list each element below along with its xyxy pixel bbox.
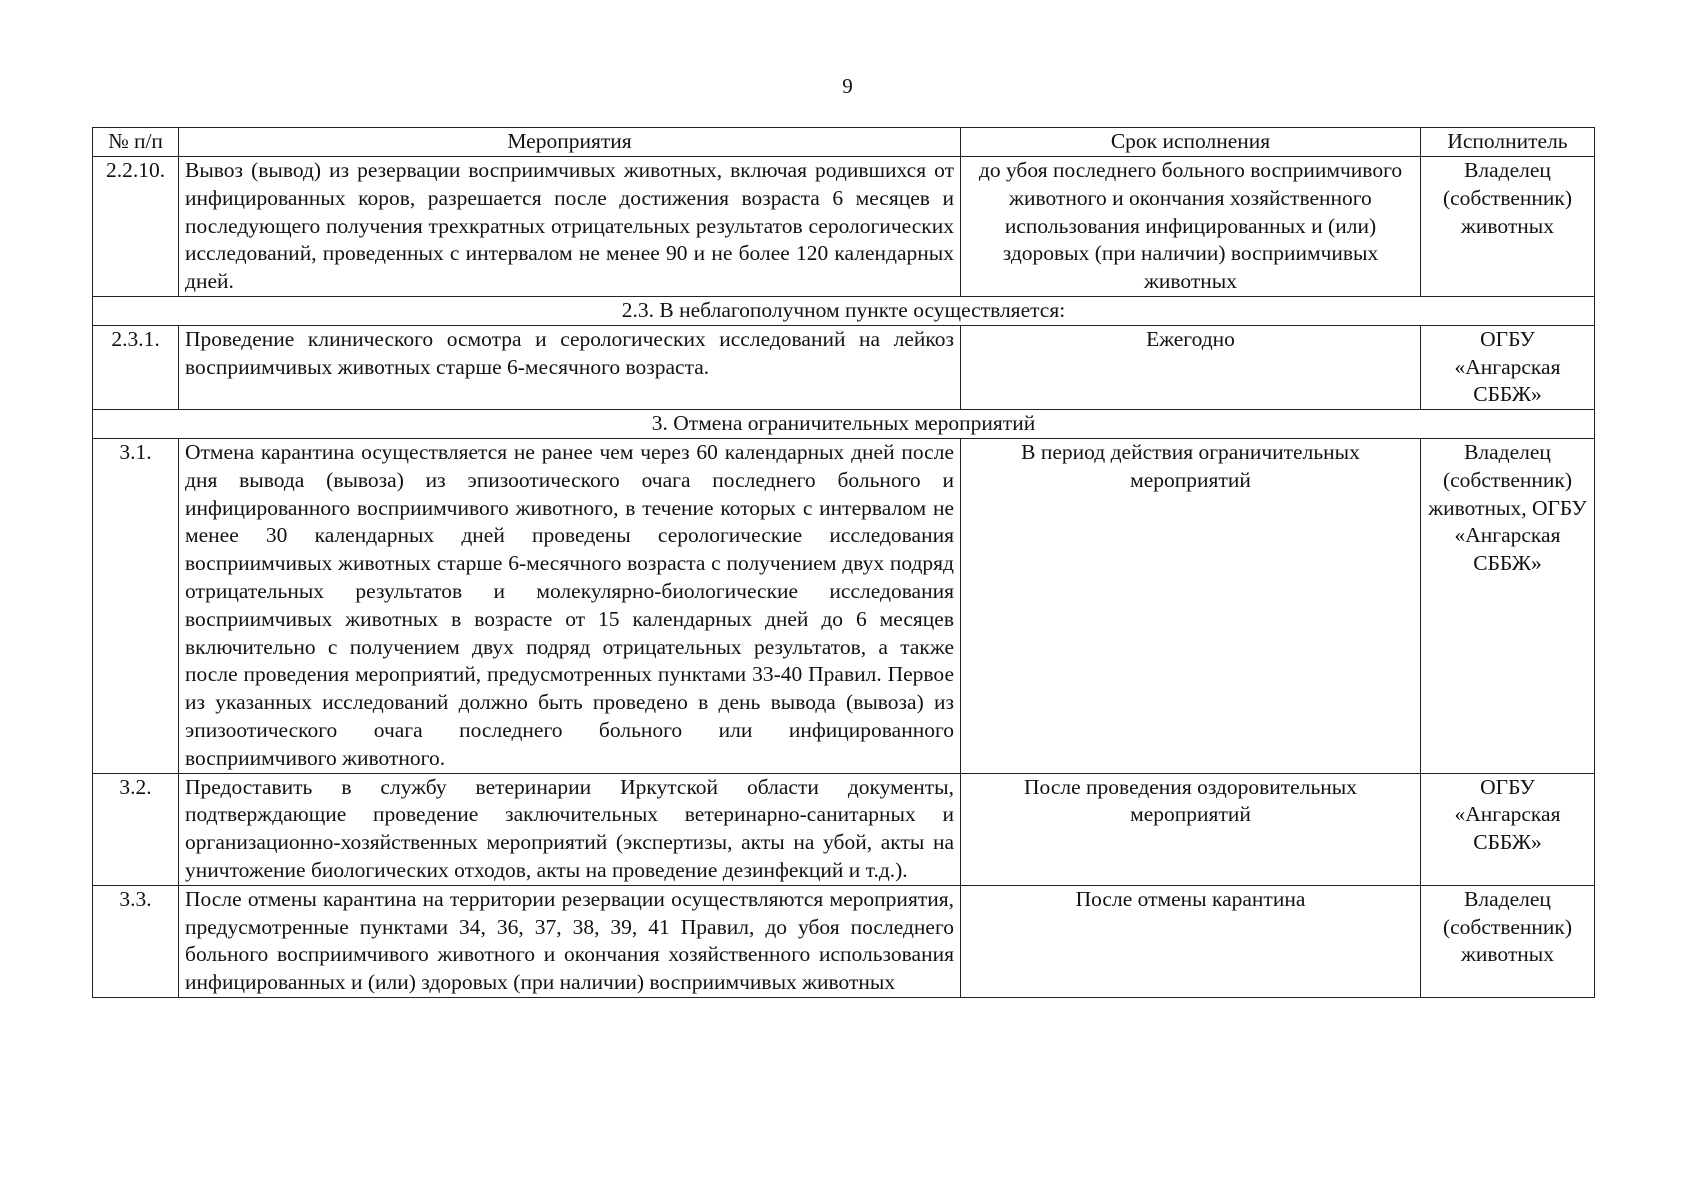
row-num: 3.1. <box>93 438 179 773</box>
row-term: После отмены карантина <box>961 885 1421 997</box>
section-heading-bold: 3. Отмена ограничительных мероприятий <box>93 410 1595 439</box>
row-executor: Владелец (собственник) животных <box>1421 157 1595 297</box>
table-row <box>93 773 1595 885</box>
table-row <box>93 885 1595 997</box>
row-num: 3.3. <box>93 885 179 997</box>
row-activity: Предоставить в службу ветеринарии Иркутской области документы, подтверждающие проведение заключительных ветеринарно-санитарных и организационно-хозяйственных мероприятий (экспертизы, акты на убой, акты на уничтожение биологических отходов, акты на проведение дезинфекций и т.д.). <box>179 773 961 885</box>
table-row <box>93 438 1595 773</box>
row-num: 3.2. <box>93 773 179 885</box>
row-activity: После отмены карантина на территории резервации осуществляются мероприятия, предусмотренные пунктами 34, 36, 37, 38, 39, 41 Правил, до убоя последнего больного восприимчивого животного и окончания хозяйственного использования инфицированных и (или) здоровых (при наличии) восприимчивых животных <box>179 885 961 997</box>
row-term: Ежегодно <box>961 325 1421 409</box>
row-num: 2.3.1. <box>93 325 179 409</box>
page-number: 9 <box>842 74 853 98</box>
row-executor: ОГБУ «Ангарская СББЖ» <box>1421 773 1595 885</box>
row-activity: Проведение клинического осмотра и серологических исследований на лейкоз восприимчивых животных старше 6-месячного возраста. <box>179 325 961 409</box>
header-num: № п/п <box>93 128 179 157</box>
header-executor: Исполнитель <box>1421 128 1595 157</box>
table-header-row <box>93 128 1595 157</box>
row-term: После проведения оздоровительных мероприятий <box>961 773 1421 885</box>
row-term: до убоя последнего больного восприимчивого животного и окончания хозяйственного использования инфицированных и (или) здоровых (при наличии) восприимчивых животных <box>961 157 1421 297</box>
table-row <box>93 325 1595 409</box>
row-activity: Отмена карантина осуществляется не ранее чем через 60 календарных дней после дня вывода (вывоза) из эпизоотического очага последнего больного и инфицированного восприимчивого животного, в течение которых с интервалом не менее 30 календарных дней проведены серологические исследования восприимчивых животных старше 6-месячного возраста с получением двух подряд отрицательных результатов и молекулярно-биологические исследования восприимчивых животных в возрасте от 15 календарных дней до 6 месяцев включительно с получением двух подряд отрицательных результатов, а также после проведения мероприятий, предусмотренных пунктами 33-40 Правил. Первое из указанных исследований должно быть проведено в день вывода (вывоза) из эпизоотического очага последнего больного или инфицированного восприимчивого животного. <box>179 438 961 773</box>
header-activity: Мероприятия <box>179 128 961 157</box>
section-heading: 2.3. В неблагополучном пункте осуществляется: <box>93 296 1595 325</box>
section-row <box>93 296 1595 325</box>
row-num: 2.2.10. <box>93 157 179 297</box>
row-term: В период действия ограничительных мероприятий <box>961 438 1421 773</box>
row-executor: Владелец (собственник) животных <box>1421 885 1595 997</box>
row-activity: Вывоз (вывод) из резервации восприимчивых животных, включая родившихся от инфицированных коров, разрешается после достижения возраста 6 месяцев и последующего получения трехкратных отрицательных результатов серологических исследований, проведенных с интервалом не менее 90 и не более 120 календарных дней. <box>179 157 961 297</box>
row-executor: Владелец (собственник) животных, ОГБУ «Ангарская СББЖ» <box>1421 438 1595 773</box>
section-row <box>93 410 1595 439</box>
table-row <box>93 157 1595 297</box>
header-term: Срок исполнения <box>961 128 1421 157</box>
measures-table <box>92 127 1595 998</box>
row-executor: ОГБУ «Ангарская СББЖ» <box>1421 325 1595 409</box>
